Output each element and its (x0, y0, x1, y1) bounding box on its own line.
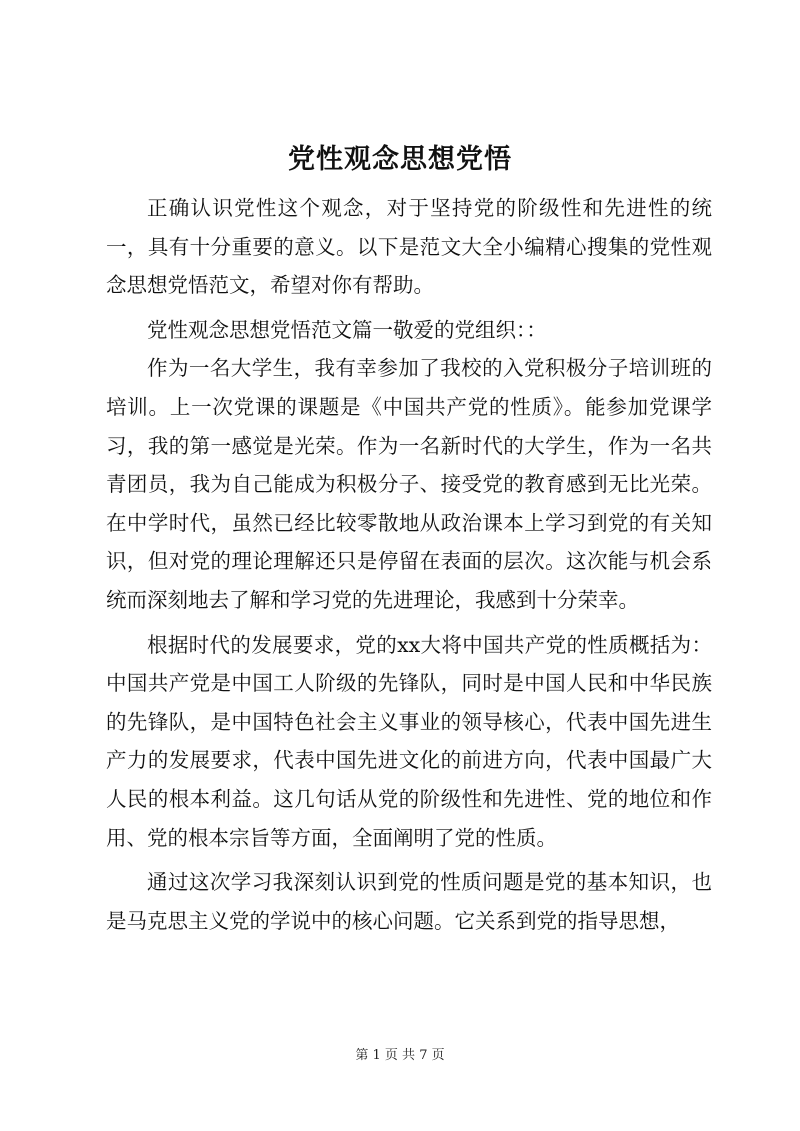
paragraph-body-1: 作为一名大学生，我有幸参加了我校的入党积极分子培训班的培训。上一次党课的课题是《中国共产党的性质》。能参加党课学习，我的第一感觉是光荣。作为一名新时代的大学生，作为一名共青团员，我为自己能成为积极分子、接受党的教育感到无比光荣。在中学时代，虽然已经比较零散地从政治课本上学习到党的有关知识，但对党的理论理解还只是停留在表面的层次。这次能与机会系统而深刻地去了解和学习党的先进理论，我感到十分荣幸。 (106, 356, 712, 612)
paragraph-body-3: 通过这次学习我深刻认识到党的性质问题是党的基本知识，也是马克思主义党的学说中的核心问题。它关系到党的指导思想， (106, 870, 712, 933)
document-title: 党性观念思想党悟 (288, 144, 512, 175)
paragraph-intro: 正确认识党性这个观念，对于坚持党的阶级性和先进性的统一，具有十分重要的意义。以下是范文大全小编精心搜集的党性观念思想党悟范文，希望对你有帮助。 (106, 196, 712, 298)
document-body (106, 189, 712, 940)
page-number-footer: 第 1 页 共 7 页 (355, 1048, 445, 1063)
paragraph-salutation: 党性观念思想党悟范文篇一敬爱的党组织：： (147, 317, 547, 342)
paragraph-body-2: 根据时代的发展要求，党的xx大将中国共产党的性质概括为：中国共产党是中国工人阶级的先锋队，同时是中国人民和中华民族的先锋队，是中国特色社会主义事业的领导核心，代表中国先进生产力的发展要求，代表中国先进文化的前进方向，代表中国最广大人民的根本利益。这几句话从党的阶级性和先进性、党的地位和作用、党的根本宗旨等方面，全面阐明了党的性质。 (106, 632, 712, 850)
